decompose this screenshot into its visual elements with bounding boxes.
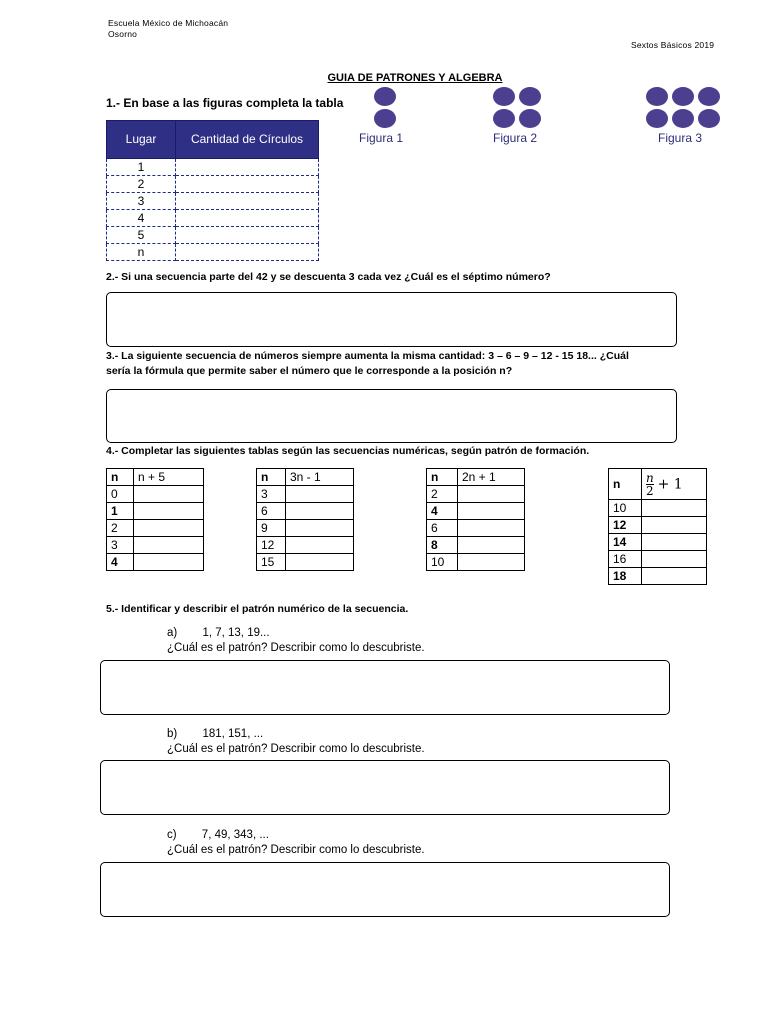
table-cell: 10: [427, 554, 458, 571]
answer-cell[interactable]: [642, 500, 707, 517]
item-a: [167, 626, 425, 656]
answer-cell[interactable]: [134, 486, 204, 503]
question-3-line-2: sería la fórmula que permite saber el número que le corresponde a la posición n?: [106, 365, 513, 377]
answer-cell[interactable]: [458, 537, 525, 554]
figures-table: [106, 120, 319, 261]
circle-icon: [519, 109, 541, 128]
answer-cell[interactable]: [458, 520, 525, 537]
figure-1-label: Figura 1: [359, 131, 404, 145]
table-cell: 14: [609, 534, 642, 551]
sequence-table-a: [106, 468, 204, 571]
table-cell: 8: [427, 537, 458, 554]
table-cell: 15: [257, 554, 286, 571]
table-header: n: [107, 469, 134, 486]
table-cell: 10: [609, 500, 642, 517]
answer-cell[interactable]: [458, 503, 525, 520]
school-name: Escuela México de Michoacán: [108, 18, 229, 28]
answer-box-2[interactable]: [106, 292, 677, 347]
table-cell: 12: [609, 517, 642, 534]
answer-cell[interactable]: [642, 534, 707, 551]
fraction-rest: + 1: [657, 476, 683, 492]
table-cell: 3: [257, 486, 286, 503]
circle-icon: [374, 87, 396, 106]
course-label: Sextos Básicos 2019: [631, 40, 715, 50]
item-b-label: b): [167, 728, 178, 740]
col-lugar: Lugar: [107, 121, 176, 159]
answer-cell[interactable]: [642, 551, 707, 568]
answer-cell[interactable]: [134, 554, 204, 571]
answer-cell[interactable]: [176, 244, 319, 261]
city-name: Osorno: [108, 29, 138, 39]
question-4-text: 4.- Completar las siguientes tablas según las secuencias numéricas, según patrón de formación.: [106, 445, 590, 457]
col-cantidad: Cantidad de Círculos: [176, 121, 319, 159]
answer-cell[interactable]: [642, 568, 707, 585]
item-b: [167, 727, 425, 757]
table-header: n: [427, 469, 458, 486]
answer-cell[interactable]: [286, 537, 354, 554]
circle-icon: [698, 109, 720, 128]
item-b-prompt: ¿Cuál es el patrón? Describir como lo descubriste.: [167, 743, 425, 755]
table-cell: 6: [257, 503, 286, 520]
circle-icon: [672, 87, 694, 106]
item-c: [167, 828, 425, 858]
table-header: n + 5: [134, 469, 204, 486]
circle-icon: [519, 87, 541, 106]
circle-icon: [493, 109, 515, 128]
circle-icon: [493, 87, 515, 106]
table-cell: 6: [427, 520, 458, 537]
circle-icon: [698, 87, 720, 106]
table-cell: 1: [107, 503, 134, 520]
circle-icon: [672, 109, 694, 128]
question-5-text: 5.- Identificar y describir el patrón numérico de la secuencia.: [106, 603, 409, 615]
table-cell: 2: [107, 520, 134, 537]
item-a-prompt: ¿Cuál es el patrón? Describir como lo descubriste.: [167, 642, 425, 654]
table-cell: 18: [609, 568, 642, 585]
answer-cell[interactable]: [286, 554, 354, 571]
answer-cell[interactable]: [176, 227, 319, 244]
question-2-text: 2.- Si una secuencia parte del 42 y se descuenta 3 cada vez ¿Cuál es el séptimo número?: [106, 271, 551, 283]
answer-cell[interactable]: [642, 517, 707, 534]
answer-cell[interactable]: [176, 210, 319, 227]
answer-cell[interactable]: [286, 486, 354, 503]
table-row-label: n: [107, 244, 176, 261]
answer-cell[interactable]: [134, 537, 204, 554]
answer-cell[interactable]: [134, 503, 204, 520]
question-3-line-1: 3.- La siguiente secuencia de números siempre aumenta la misma cantidad: 3 – 6 – 9 – 12 - 15 18... ¿Cuál: [106, 350, 629, 362]
table-header: 3n - 1: [286, 469, 354, 486]
answer-cell[interactable]: [176, 176, 319, 193]
table-cell: 16: [609, 551, 642, 568]
item-c-sequence: 7, 49, 343, ...: [201, 829, 269, 841]
answer-box-5c[interactable]: [100, 862, 670, 917]
table-row-label: 1: [107, 159, 176, 176]
item-c-label: c): [167, 829, 177, 841]
figure-2-label: Figura 2: [493, 131, 538, 145]
answer-cell[interactable]: [458, 486, 525, 503]
table-header: 2n + 1: [458, 469, 525, 486]
circle-icon: [646, 87, 668, 106]
item-c-prompt: ¿Cuál es el patrón? Describir como lo descubriste.: [167, 844, 425, 856]
table-row-label: 5: [107, 227, 176, 244]
sequence-table-c: [426, 468, 525, 571]
table-cell: 9: [257, 520, 286, 537]
answer-cell[interactable]: [458, 554, 525, 571]
item-a-label: a): [167, 627, 178, 639]
circle-icon: [646, 109, 668, 128]
question-3-text: [106, 349, 726, 379]
table-header: n: [257, 469, 286, 486]
fraction-denominator: 2: [646, 483, 654, 498]
page-title: GUIA DE PATRONES Y ALGEBRA: [327, 72, 503, 84]
answer-cell[interactable]: [286, 520, 354, 537]
table-row-label: 3: [107, 193, 176, 210]
fraction-numerator: n: [646, 470, 654, 485]
table-cell: 12: [257, 537, 286, 554]
answer-cell[interactable]: [176, 159, 319, 176]
question-1-text: 1.- En base a las figuras completa la tabla: [106, 96, 344, 110]
answer-cell[interactable]: [286, 503, 354, 520]
table-cell: 4: [107, 554, 134, 571]
table-row-label: 2: [107, 176, 176, 193]
table-row-label: 4: [107, 210, 176, 227]
fraction-header: [642, 469, 707, 500]
table-cell: 4: [427, 503, 458, 520]
table-cell: 3: [107, 537, 134, 554]
circle-icon: [374, 109, 396, 128]
sequence-table-d: [608, 468, 707, 585]
item-a-sequence: 1, 7, 13, 19...: [202, 627, 270, 639]
answer-cell[interactable]: [176, 193, 319, 210]
table-cell: 2: [427, 486, 458, 503]
answer-box-3[interactable]: [106, 389, 677, 443]
figure-3-label: Figura 3: [658, 131, 703, 145]
answer-cell[interactable]: [134, 520, 204, 537]
answer-box-5b[interactable]: [100, 760, 670, 815]
item-b-sequence: 181, 151, ...: [202, 728, 264, 740]
sequence-table-b: [256, 468, 354, 571]
table-cell: 0: [107, 486, 134, 503]
table-header: n: [609, 469, 642, 500]
answer-box-5a[interactable]: [100, 660, 670, 715]
